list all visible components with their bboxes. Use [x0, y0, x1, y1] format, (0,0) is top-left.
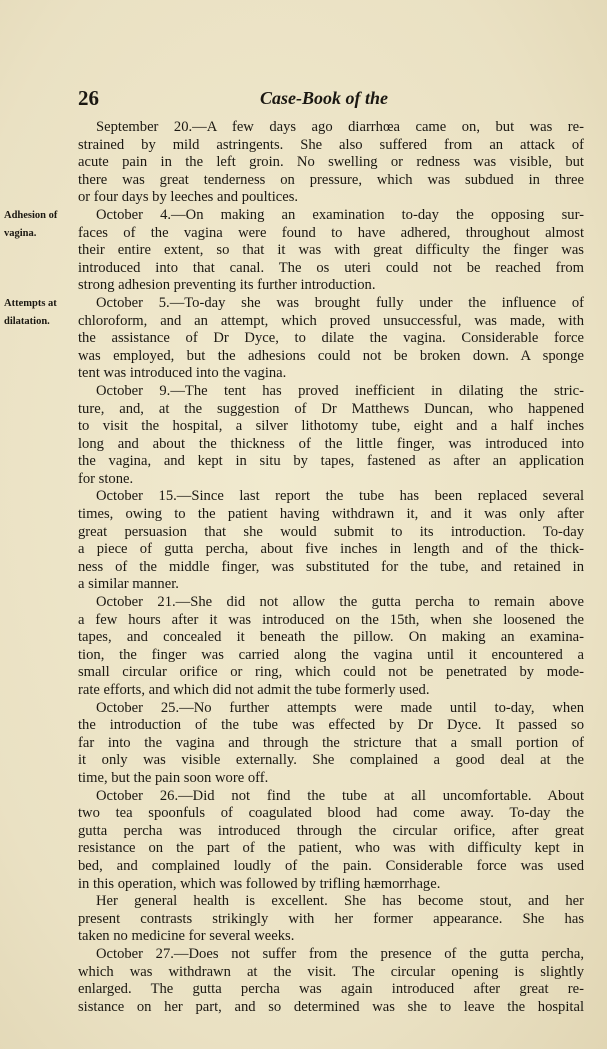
text-line: ness of the middle finger, was substituted for the tube, and retained in [78, 558, 584, 575]
text-line: for stone. [78, 470, 134, 487]
text-line: their entire extent, so that it was with great difficulty the finger was [78, 242, 584, 259]
text-line: sistance on her part, and so determined was she to leave the hospital [78, 998, 584, 1015]
text-line: gutta percha was introduced through the circular orifice, after great [78, 822, 584, 839]
text-line: or four days by leeches and poultices. [78, 189, 299, 206]
text-line: a piece of gutta percha, about five inches in length and of the thick- [78, 541, 584, 558]
text-line: ture, and, at the suggestion of Dr Matthews Duncan, who happened [78, 400, 584, 417]
margin-note-line: dilatation. [4, 315, 50, 327]
text-line: present contrasts strikingly with her former appearance. She has [78, 910, 584, 927]
text-line: a few hours after it was introduced on the 15th, when she loosened the [78, 611, 584, 628]
text-line: there was great tenderness on pressure, which was subdued in three [78, 171, 584, 188]
text-line: the vagina, and kept in situ by tapes, fastened as after an application [78, 453, 584, 470]
text-line: bed, and complained loudly of the pain. Considerable force was used [78, 857, 584, 874]
text-line: October 5.—To-day she was brought fully under the influence of [96, 294, 584, 311]
text-line: September 20.—A few days ago diarrhœa came on, but was re- [96, 119, 584, 135]
body-text [78, 119, 584, 1016]
margin-note-line: Adhesion of [4, 210, 58, 221]
text-line: which was withdrawn at the visit. The circular opening is slightly [78, 963, 584, 980]
text-line: resistance on the part of the patient, who was with difficulty kept in [78, 840, 584, 857]
text-line: small circular orifice or ring, which could not be penetrated by mode- [78, 664, 584, 681]
text-line: tapes, and concealed it beneath the pillow. On making an examina- [78, 629, 584, 646]
margin-note-adhesion [4, 207, 57, 242]
text-line: rate efforts, and which did not admit the tube formerly used. [78, 682, 430, 698]
text-line: introduced into that canal. The os uteri could not be reached from [78, 259, 584, 276]
text-line: the introduction of the tube was effected by Dr Dyce. It passed so [78, 717, 584, 734]
text-line: enlarged. The gutta percha was again introduced after great re- [78, 981, 584, 998]
text-line: two tea spoonfuls of coagulated blood had come away. To-day the [78, 805, 584, 822]
text-line: October 4.—On making an examination to-day the opposing sur- [96, 206, 584, 223]
running-title: Case-Book of the [260, 88, 388, 108]
text-line: times, owing to the patient having withdrawn it, and it was only after [78, 506, 584, 523]
page-header [78, 86, 586, 112]
text-line: Her general health is excellent. She has become stout, and her [96, 893, 584, 910]
margin-note-line: Attempts at [4, 298, 57, 309]
text-line: time, but the pain soon wore off. [78, 769, 269, 786]
text-line: October 27.—Does not suffer from the presence of the gutta percha, [96, 945, 584, 962]
text-line: October 9.—The tent has proved inefficient in dilating the stric- [96, 382, 584, 399]
text-line: was employed, but the adhesions could not be broken down. A sponge [78, 347, 584, 364]
text-line: taken no medicine for several weeks. [78, 928, 295, 945]
text-line: strained by mild astringents. She also suffered from an attack of [78, 136, 584, 153]
text-line: far into the vagina and through the stricture that a small portion of [78, 734, 584, 751]
text-line: tion, the finger was carried along the vagina until it encountered a [78, 646, 584, 663]
text-line: the assistance of Dr Dyce, to dilate the vagina. Considerable force [78, 330, 584, 347]
text-line: faces of the vagina were found to have adhered, throughout almost [78, 224, 584, 241]
text-line: it only was visible externally. She complained a good deal at the [78, 752, 584, 769]
text-line: tent was introduced into the vagina. [78, 365, 287, 382]
text-line: in this operation, which was followed by trifling hæmorrhage. [78, 875, 441, 892]
margin-note-line: vagina. [4, 227, 37, 239]
page-number: 26 [78, 86, 99, 110]
text-line: strong adhesion preventing its further introduction. [78, 277, 376, 294]
text-line: October 26.—Did not find the tube at all uncomfortable. About [96, 787, 584, 804]
text-line: long and about the thickness of the little finger, was introduced into [78, 435, 584, 452]
text-line: October 25.—No further attempts were made until to-day, when [96, 699, 584, 716]
text-line: October 15.—Since last report the tube has been replaced several [96, 488, 584, 505]
text-line: great persuasion that she would submit to its introduction. To-day [78, 523, 584, 540]
text-line: a similar manner. [78, 576, 179, 593]
margin-note-dilatation [4, 295, 57, 330]
text-line: chloroform, and an attempt, which proved unsuccessful, was made, with [78, 312, 584, 329]
text-line: acute pain in the left groin. No swelling or redness was visible, but [78, 154, 584, 171]
text-line: October 21.—She did not allow the gutta percha to remain above [96, 594, 584, 611]
text-line: to visit the hospital, a silver lithotomy tube, eight and a half inches [78, 418, 584, 435]
